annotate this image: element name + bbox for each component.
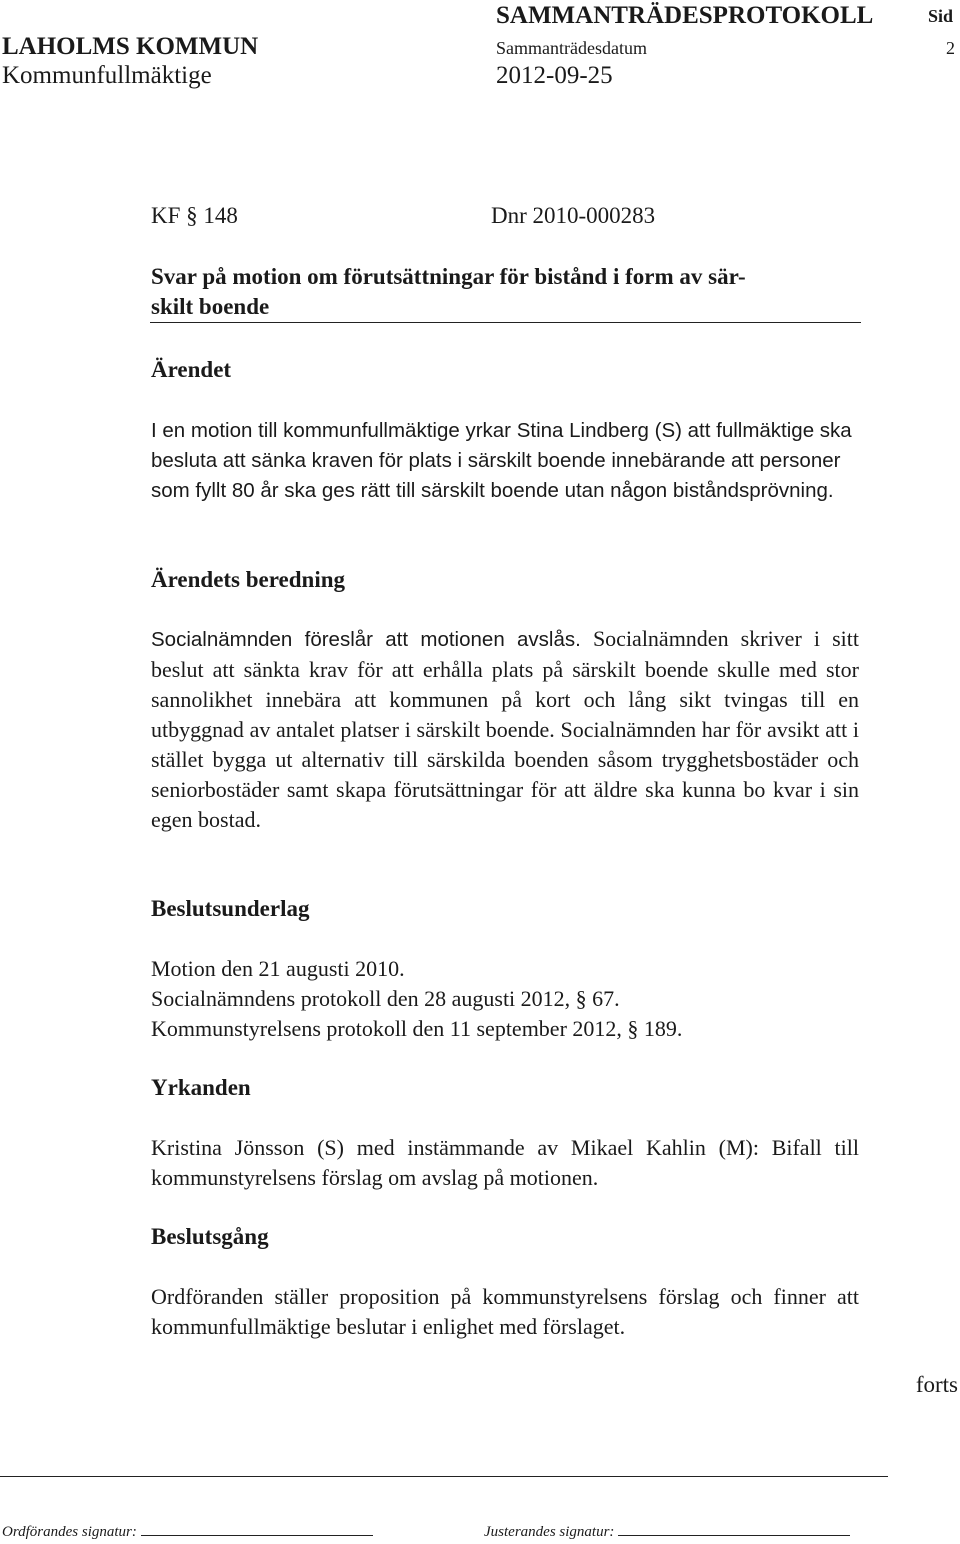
chair-signature-line	[141, 1523, 373, 1536]
footer-divider	[0, 1476, 888, 1477]
case-dnr: Dnr 2010-000283	[491, 203, 656, 228]
list-item: Kommunstyrelsens protokoll den 11 september 2012, § 189.	[151, 1016, 683, 1041]
continuation-mark: forts	[915, 1372, 958, 1397]
organization-name: LAHOLMS KOMMUN	[2, 33, 259, 60]
arendet-text: I en motion till kommunfullmäktige yrkar Stina Lindberg (S) att fullmäktige ska besluta att sänka kraven för plats i särskilt boende innebärande att personer som fyllt 80 år ska ges rätt till särskilt boende utan någon biståndsprövning.	[151, 419, 852, 502]
adjuster-signature-label: Justerandes signatur:	[484, 1524, 615, 1540]
list-item: Motion den 21 augusti 2010.	[151, 956, 405, 981]
case-paragraph: KF § 148	[151, 203, 238, 228]
chair-signature	[2, 1523, 373, 1541]
heading-yrkanden: Yrkanden	[151, 1075, 251, 1100]
beredning-text-sans: Socialnämnden föreslår att motionen avslås.	[151, 628, 581, 651]
beslutsunderlag-list	[151, 954, 859, 1044]
heading-arendet: Ärendet	[151, 357, 232, 382]
date-label: Sammanträdesdatum	[496, 38, 647, 58]
yrkanden-text: Kristina Jönsson (S) med instämmande av Mikael Kahlin (M): Bifall till kommunstyrelsens förslag om avslag på motionen.	[151, 1135, 859, 1190]
list-item: Socialnämndens protokoll den 28 augusti 2012, § 67.	[151, 986, 620, 1011]
case-title-line-1: Svar på motion om förutsättningar för bistånd i form av sär-	[151, 264, 746, 289]
title-underline	[150, 322, 861, 323]
heading-beslutsunderlag: Beslutsunderlag	[151, 896, 310, 921]
beslutsgang-text: Ordföranden ställer proposition på kommunstyrelsens förslag och finner att kommunfullmäktige beslutar i enlighet med förslaget.	[151, 1284, 859, 1339]
adjuster-signature-line	[618, 1523, 850, 1536]
heading-beslutsgang: Beslutsgång	[151, 1224, 269, 1249]
governing-body: Kommunfullmäktige	[2, 62, 212, 89]
protocol-title: SAMMANTRÄDESPROTOKOLL	[496, 2, 874, 29]
case-title-line-2: skilt boende	[151, 294, 270, 319]
sid-label: Sid	[928, 6, 954, 26]
heading-beredning: Ärendets beredning	[151, 567, 346, 592]
page-number: 2	[946, 38, 955, 58]
beredning-text-serif: Socialnämnden skriver i sitt beslut att sänkta krav för att erhålla plats på särskilt boende skulle med stor sannolikhet innebära att kommunen på kort och lång sikt tvingas till en utbyggnad av antalet platser i särskilt boende. Socialnämnden har för avsikt att i stället bygga ut alternativ till särskilda boenden såsom trygghetsbostäder och seniorbostäder samt skapa förutsättningar för att äldre ska kunna bo kvar i sin egen bostad.	[151, 626, 859, 832]
meeting-date: 2012-09-25	[496, 62, 613, 89]
beredning-text	[151, 624, 859, 835]
adjuster-signature	[484, 1523, 850, 1541]
chair-signature-label: Ordförandes signatur:	[2, 1524, 137, 1540]
